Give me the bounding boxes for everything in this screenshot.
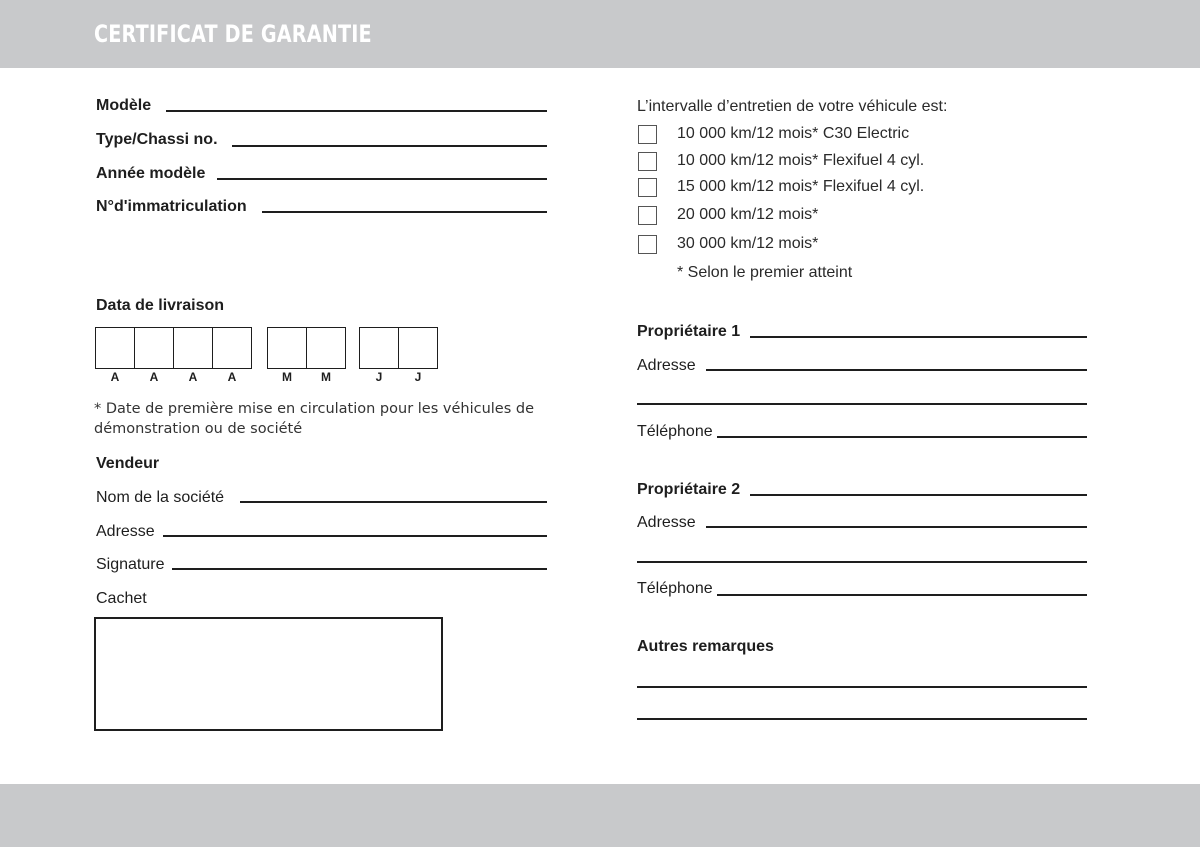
- owner2-phone-label: Téléphone: [637, 580, 713, 597]
- owner2-address-field[interactable]: [706, 526, 1087, 528]
- page-title: CERTIFICAT DE GARANTIE: [94, 20, 372, 48]
- registration-field[interactable]: [262, 211, 547, 213]
- date-digit-box[interactable]: [306, 327, 346, 369]
- date-letter: A: [110, 370, 120, 384]
- date-digit-box[interactable]: [359, 327, 399, 369]
- owner1-address-label: Adresse: [637, 357, 696, 374]
- date-digit-box[interactable]: [173, 327, 213, 369]
- date-digit-box[interactable]: [134, 327, 174, 369]
- date-month-boxes: [267, 327, 345, 369]
- model-year-label: Année modèle: [96, 165, 206, 182]
- date-digit-box[interactable]: [212, 327, 252, 369]
- date-year-boxes: [95, 327, 251, 369]
- owner2-phone-field[interactable]: [717, 594, 1087, 596]
- service-option-checkbox[interactable]: [638, 178, 657, 197]
- service-option-checkbox[interactable]: [638, 125, 657, 144]
- owner2-address-label: Adresse: [637, 514, 696, 531]
- date-letter: A: [188, 370, 198, 384]
- type-chassis-label: Type/Chassi no.: [96, 131, 218, 148]
- service-option-label: 20 000 km/12 mois*: [677, 206, 819, 223]
- date-letter: J: [414, 370, 422, 384]
- company-name-label: Nom de la société: [96, 489, 225, 506]
- stamp-label: Cachet: [96, 590, 147, 607]
- remarks-title: Autres remarques: [637, 638, 774, 655]
- date-letter: A: [227, 370, 237, 384]
- seller-address-field[interactable]: [163, 535, 547, 537]
- model-field[interactable]: [166, 110, 547, 112]
- owner1-address-field[interactable]: [706, 369, 1087, 371]
- model-label: Modèle: [96, 97, 152, 114]
- delivery-date-note: * Date de première mise en circulation pour les véhicules de démonstration ou de société: [94, 401, 535, 437]
- service-interval-intro: L’intervalle d’entretien de votre véhicule est:: [637, 98, 948, 115]
- model-year-field[interactable]: [217, 178, 547, 180]
- remarks-field-2[interactable]: [637, 718, 1087, 720]
- company-name-field[interactable]: [240, 501, 547, 503]
- signature-label: Signature: [96, 556, 165, 573]
- owner1-phone-field[interactable]: [717, 436, 1087, 438]
- owner2-address-field-2[interactable]: [637, 561, 1087, 563]
- service-option-label: 30 000 km/12 mois*: [677, 235, 819, 252]
- service-option-checkbox[interactable]: [638, 152, 657, 171]
- service-option-label: 10 000 km/12 mois* C30 Electric: [677, 125, 910, 142]
- registration-label: N°d'immatriculation: [96, 198, 247, 215]
- date-digit-box[interactable]: [95, 327, 135, 369]
- service-option-checkbox[interactable]: [638, 235, 657, 254]
- stamp-box[interactable]: [94, 617, 443, 731]
- date-digit-box[interactable]: [267, 327, 307, 369]
- remarks-field[interactable]: [637, 686, 1087, 688]
- type-chassis-field[interactable]: [232, 145, 547, 147]
- owner2-title: Propriétaire 2: [637, 481, 741, 498]
- service-option-label: 10 000 km/12 mois* Flexifuel 4 cyl.: [677, 152, 925, 169]
- date-letter: M: [321, 370, 331, 384]
- signature-field[interactable]: [172, 568, 547, 570]
- owner1-address-field-2[interactable]: [637, 403, 1087, 405]
- date-letter: M: [282, 370, 292, 384]
- owner2-name-field[interactable]: [750, 494, 1087, 496]
- date-letter: J: [375, 370, 383, 384]
- service-option-checkbox[interactable]: [638, 206, 657, 225]
- seller-address-label: Adresse: [96, 523, 155, 540]
- seller-title: Vendeur: [96, 455, 160, 472]
- owner1-title: Propriétaire 1: [637, 323, 741, 340]
- service-option-label: 15 000 km/12 mois* Flexifuel 4 cyl.: [677, 178, 925, 195]
- footer-band: [0, 784, 1200, 847]
- owner1-name-field[interactable]: [750, 336, 1087, 338]
- date-digit-box[interactable]: [398, 327, 438, 369]
- date-day-boxes: [359, 327, 437, 369]
- date-letter: A: [149, 370, 159, 384]
- service-footnote: * Selon le premier atteint: [677, 264, 853, 281]
- owner1-phone-label: Téléphone: [637, 423, 713, 440]
- delivery-date-label: Data de livraison: [96, 297, 225, 314]
